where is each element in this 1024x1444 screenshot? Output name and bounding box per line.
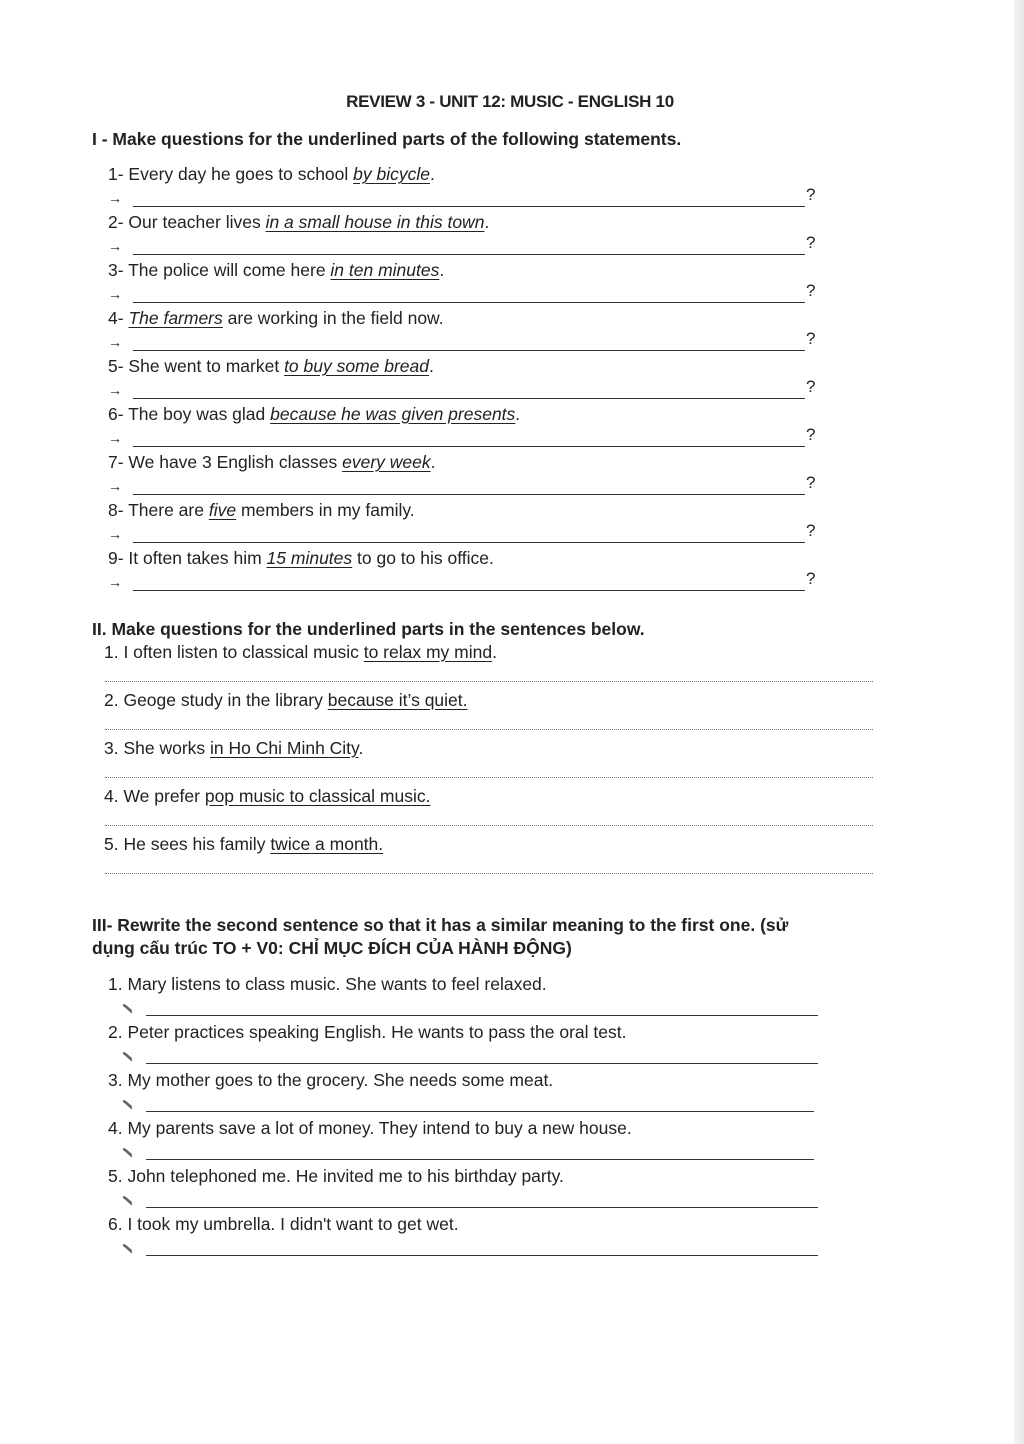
arrow-icon: → xyxy=(108,190,122,206)
statement-text: in my family. xyxy=(313,500,415,520)
question-mark: ? xyxy=(806,377,816,396)
arrow-icon: → xyxy=(108,526,122,542)
statement xyxy=(108,355,434,377)
sentence-text: 3. She works xyxy=(104,738,211,758)
question-mark: ? xyxy=(806,329,816,348)
statement xyxy=(108,499,415,521)
question-mark: ? xyxy=(806,521,816,540)
answer-line[interactable] xyxy=(146,1015,818,1016)
answer-line[interactable] xyxy=(133,350,805,351)
sentence xyxy=(104,641,497,663)
pencil-icon xyxy=(122,1148,132,1158)
dotted-answer-line[interactable] xyxy=(105,873,873,874)
statement-text: 1- Every day he goes to school xyxy=(108,164,354,184)
answer-line[interactable] xyxy=(146,1063,818,1064)
dotted-answer-line[interactable] xyxy=(105,729,873,730)
sentence-text: 1. I often listen to classical music xyxy=(104,642,364,662)
statement xyxy=(108,211,489,233)
underlined-part: in a small house in this town xyxy=(265,212,485,232)
statement-text: . xyxy=(430,452,436,472)
underlined-part: 15 minutes xyxy=(266,548,353,568)
question-mark: ? xyxy=(806,281,816,300)
statement-text: 9- It often takes him xyxy=(108,548,267,568)
sentence-pair: 4. My parents save a lot of money. They intend to buy a new house. xyxy=(108,1118,632,1138)
sentence xyxy=(104,689,468,711)
worksheet-title: REVIEW 3 - UNIT 12: MUSIC - ENGLISH 10 xyxy=(346,92,674,111)
underlined-part: because it’s quiet. xyxy=(327,690,468,710)
statement-text: 7- We have 3 English classes xyxy=(108,452,343,472)
statement xyxy=(108,259,444,281)
statement-text: . xyxy=(429,164,435,184)
answer-line[interactable] xyxy=(133,590,805,591)
question-mark: ? xyxy=(806,233,816,252)
sentence-pair: 2. Peter practices speaking English. He wants to pass the oral test. xyxy=(108,1022,627,1042)
statement-text: 5- She went to market xyxy=(108,356,285,376)
sentence xyxy=(104,833,383,855)
underlined-part: The farmers xyxy=(128,308,223,328)
arrow-icon: → xyxy=(108,286,122,302)
answer-line[interactable] xyxy=(146,1207,818,1208)
pencil-icon xyxy=(122,1004,132,1014)
sentence-pair: 3. My mother goes to the grocery. She needs some meat. xyxy=(108,1070,554,1090)
statement-text: are working in the field now. xyxy=(222,308,444,328)
answer-line[interactable] xyxy=(133,446,805,447)
dotted-answer-line[interactable] xyxy=(105,777,873,778)
statement-text: to go to his office. xyxy=(352,548,494,568)
statement-text: 8- There are xyxy=(108,500,209,520)
arrow-icon: → xyxy=(108,430,122,446)
underlined-part: by bicycle xyxy=(353,164,430,184)
pencil-icon xyxy=(122,1244,132,1254)
sentence-text: 4. We prefer xyxy=(104,786,205,806)
underlined-part: five xyxy=(208,500,237,520)
underlined-part: in ten minutes xyxy=(330,260,440,280)
sentence-pair: 6. I took my umbrella. I didn't want to get wet. xyxy=(108,1214,459,1234)
sentence-pair: 5. John telephoned me. He invited me to his birthday party. xyxy=(108,1166,564,1186)
section-3-heading-line-1: III- Rewrite the second sentence so that it has a similar meaning to the first one. (sử xyxy=(92,915,789,935)
sentence xyxy=(104,785,430,807)
answer-line[interactable] xyxy=(146,1159,814,1160)
answer-line[interactable] xyxy=(146,1255,818,1256)
arrow-icon: → xyxy=(108,334,122,350)
section-2-heading: II. Make questions for the underlined parts in the sentences below. xyxy=(92,619,645,639)
statement-text: 3- The police will come here xyxy=(108,260,331,280)
statement xyxy=(108,403,520,425)
statement-text: members xyxy=(236,500,314,520)
pencil-icon xyxy=(122,1196,132,1206)
statement xyxy=(108,547,494,569)
page-edge xyxy=(1014,0,1024,1444)
pencil-icon xyxy=(122,1052,132,1062)
answer-line[interactable] xyxy=(146,1111,814,1112)
sentence xyxy=(104,737,363,759)
section-3-heading-line-2: dụng cấu trúc TO + V0: CHỈ MỤC ĐÍCH CỦA HÀNH ĐỘNG) xyxy=(92,938,572,958)
pencil-icon xyxy=(122,1100,132,1110)
statement-text: . xyxy=(429,356,434,376)
dotted-answer-line[interactable] xyxy=(105,825,873,826)
statement-text: 4- xyxy=(108,308,129,328)
question-mark: ? xyxy=(806,425,816,444)
answer-line[interactable] xyxy=(133,206,805,207)
question-mark: ? xyxy=(806,569,816,588)
underlined-part: twice a month. xyxy=(270,834,384,854)
section-1-heading: I - Make questions for the underlined parts of the following statements. xyxy=(92,129,682,149)
sentence-text: 5. He sees his family xyxy=(104,834,271,854)
answer-line[interactable] xyxy=(133,494,805,495)
statement-text: . xyxy=(439,260,445,280)
arrow-icon: → xyxy=(108,478,122,494)
arrow-icon: → xyxy=(108,238,122,254)
underlined-part: every week xyxy=(342,452,431,472)
sentence-text: 2. Geoge study in the library xyxy=(104,690,328,710)
statement-text: 6- The boy was glad xyxy=(108,404,271,424)
sentence-pair: 1. Mary listens to class music. She wants to feel relaxed. xyxy=(108,974,547,994)
statement-text: . xyxy=(515,404,521,424)
question-mark: ? xyxy=(806,185,816,204)
answer-line[interactable] xyxy=(133,302,805,303)
statement-text: . xyxy=(484,212,490,232)
arrow-icon: → xyxy=(108,574,122,590)
answer-line[interactable] xyxy=(133,542,805,543)
underlined-part: pop music to classical music. xyxy=(204,786,431,806)
statement xyxy=(108,451,436,473)
sentence-text: . xyxy=(492,642,497,662)
underlined-part: to buy some bread xyxy=(284,356,430,376)
underlined-part: because he was given presents xyxy=(270,404,516,424)
question-mark: ? xyxy=(806,473,816,492)
sentence-text: . xyxy=(358,738,364,758)
answer-line[interactable] xyxy=(133,398,805,399)
statement xyxy=(108,307,444,329)
statement xyxy=(108,163,435,185)
statement-text: 2- Our teacher lives xyxy=(108,212,266,232)
underlined-part: in Ho Chi Minh City xyxy=(210,738,359,758)
answer-line[interactable] xyxy=(133,254,805,255)
arrow-icon: → xyxy=(108,382,122,398)
dotted-answer-line[interactable] xyxy=(105,681,873,682)
underlined-part: to relax my mind xyxy=(363,642,493,662)
